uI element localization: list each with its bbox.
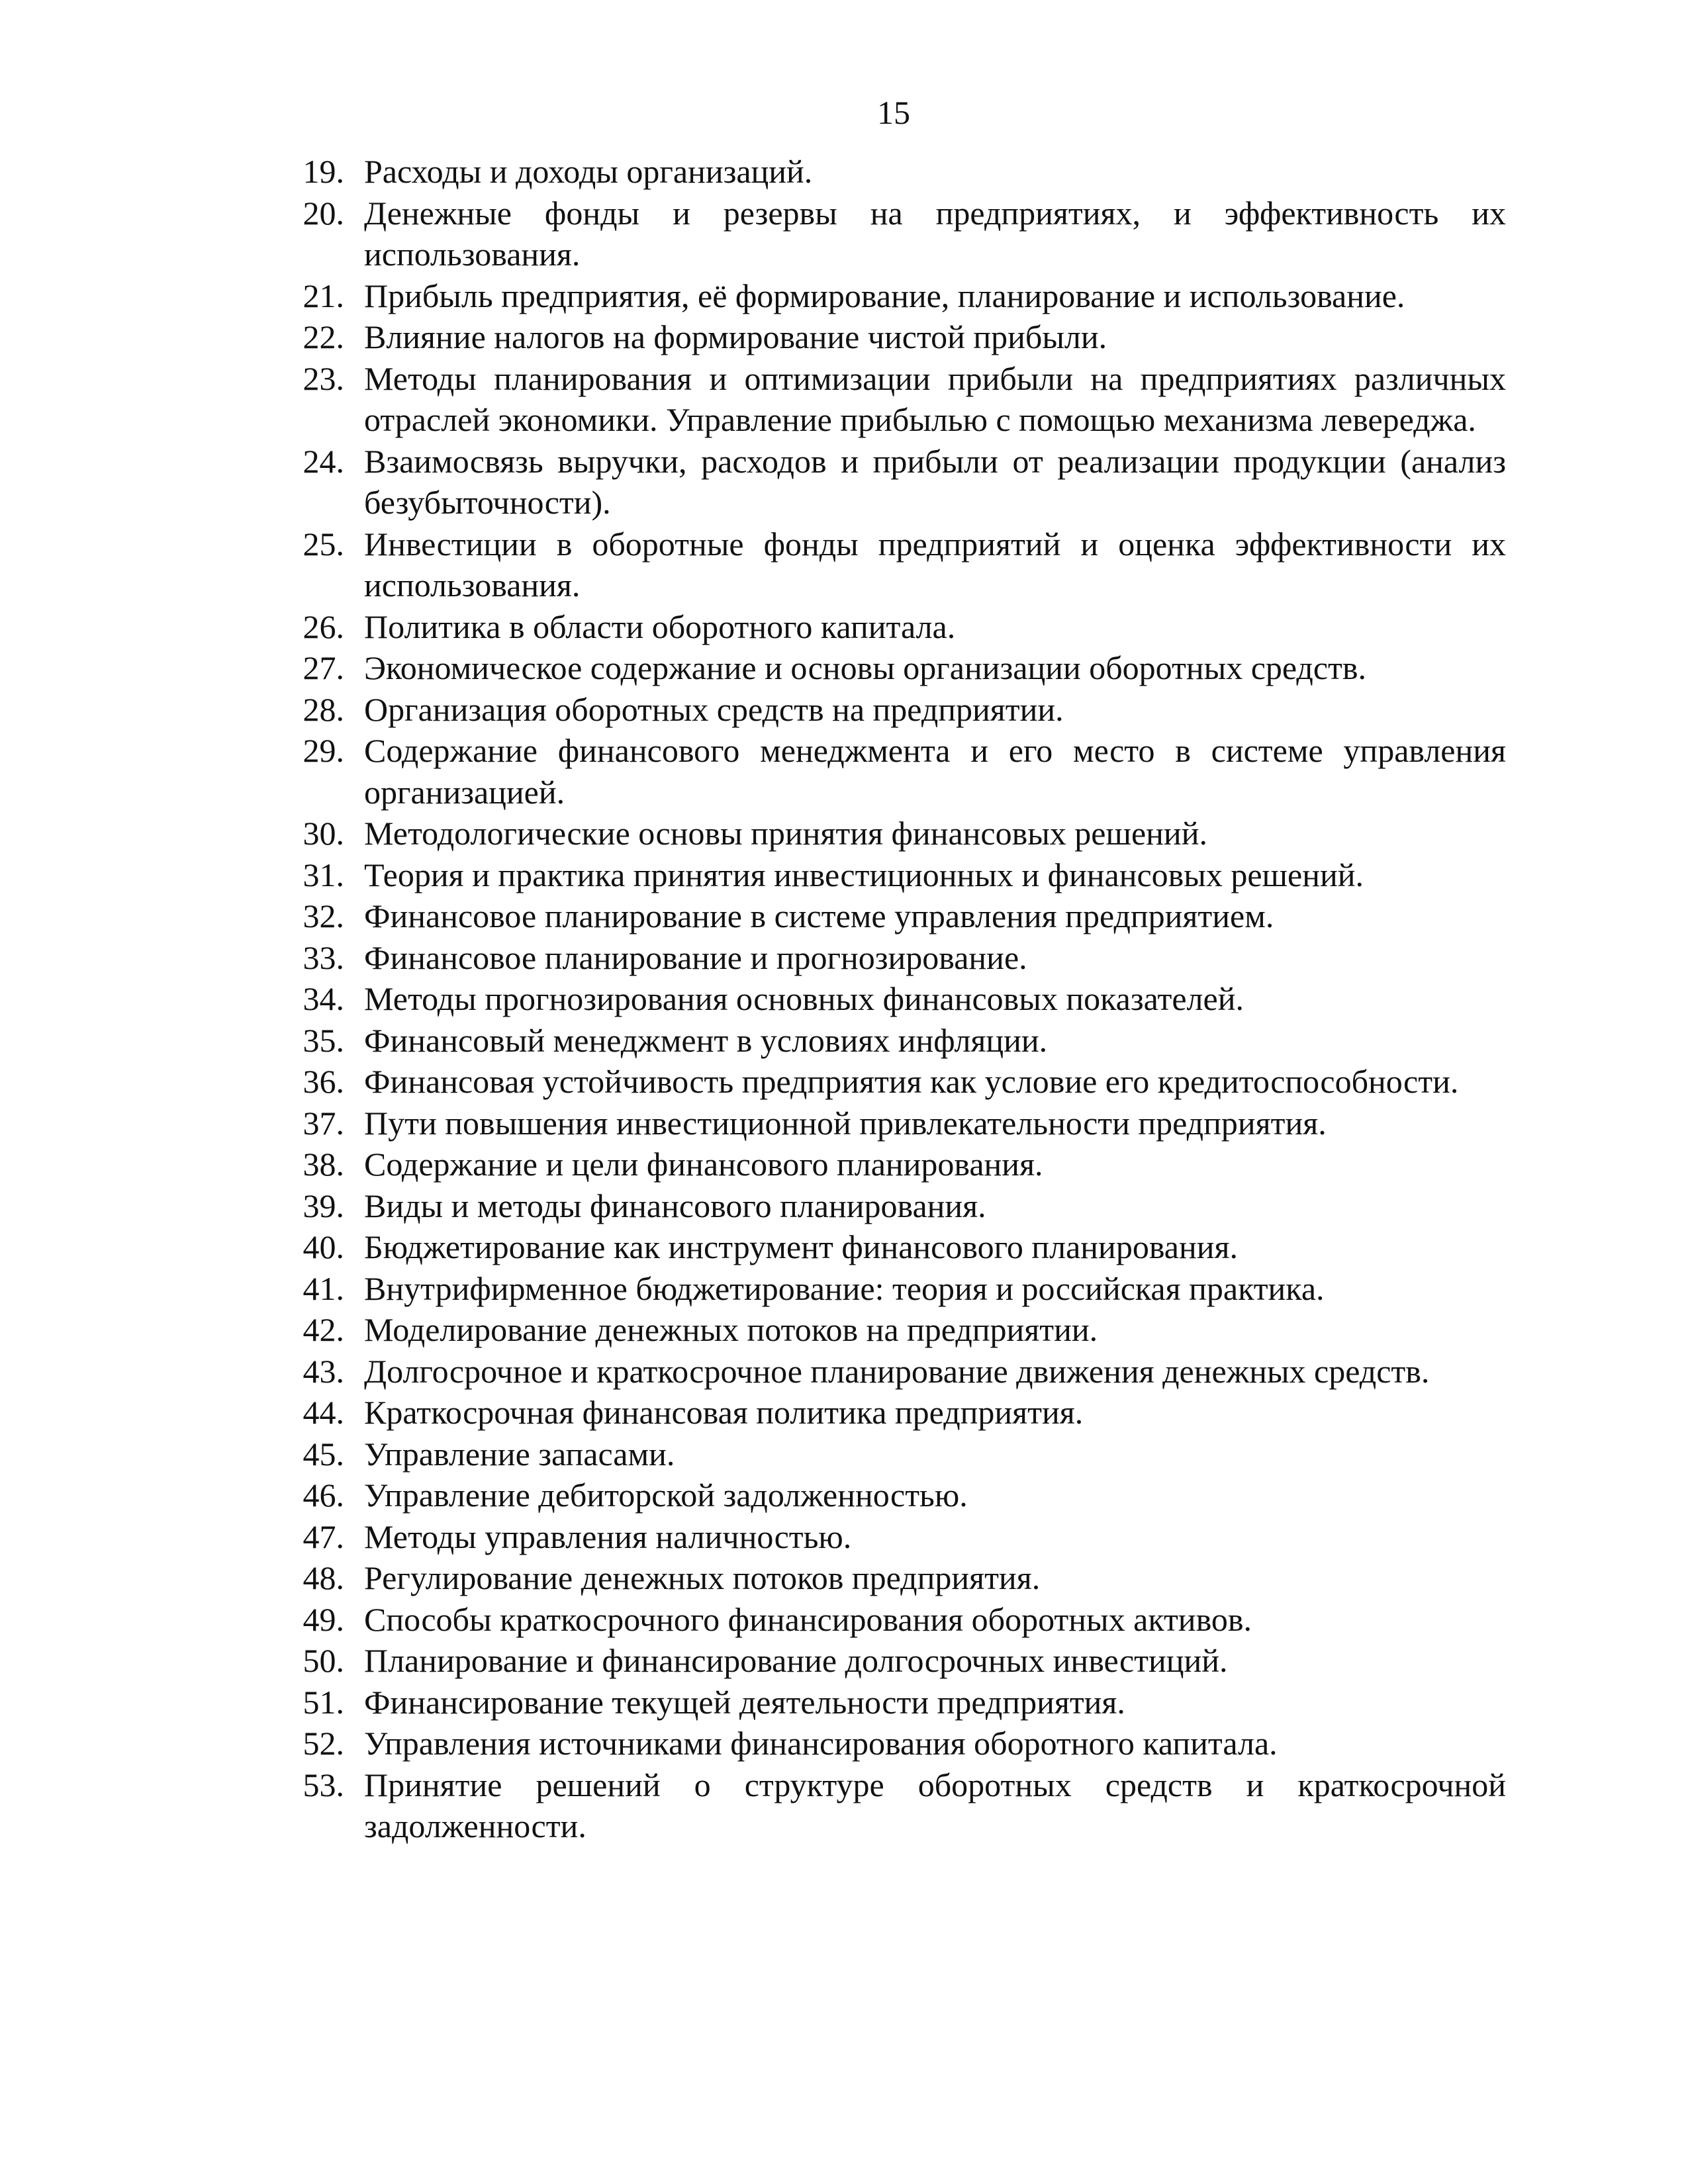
list-item-text: Долгосрочное и краткосрочное планирование движения денежных средств. — [364, 1352, 1430, 1390]
list-item-text: Планирование и финансирование долгосрочных инвестиций. — [364, 1642, 1228, 1679]
list-item — [275, 441, 1506, 523]
list-item-text: Методологические основы принятия финансовых решений. — [364, 815, 1207, 852]
list-item-text: Финансовая устойчивость предприятия как условие его кредитоспособности. — [364, 1063, 1459, 1100]
list-item — [275, 1640, 1506, 1682]
list-item-text: Управления источниками финансирования оборотного капитала. — [364, 1725, 1278, 1762]
list-item — [275, 1392, 1506, 1433]
list-item — [275, 316, 1506, 358]
list-item-number: 36. — [303, 1063, 344, 1100]
list-item — [275, 1268, 1506, 1310]
list-item-text: Содержание финансового менеджмента и его место в системе управления организацией. — [364, 732, 1506, 811]
list-item-number: 28. — [303, 690, 344, 728]
page-number: 15 — [877, 94, 910, 131]
list-item-number: 19. — [303, 153, 344, 190]
list-item-text: Финансовый менеджмент в условиях инфляции. — [364, 1021, 1048, 1059]
list-item-number: 20. — [303, 194, 344, 232]
list-item — [275, 151, 1506, 193]
list-item-number: 34. — [303, 980, 344, 1017]
list-item-number: 37. — [303, 1104, 344, 1142]
list-item — [275, 730, 1506, 813]
list-item — [275, 1475, 1506, 1516]
list-item — [275, 1144, 1506, 1185]
list-item — [275, 1185, 1506, 1227]
list-item-text: Регулирование денежных потоков предприятия. — [364, 1559, 1041, 1596]
list-item-text: Моделирование денежных потоков на предприятии. — [364, 1311, 1098, 1348]
list-item-text: Внутрифирменное бюджетирование: теория и российская практика. — [364, 1269, 1325, 1307]
list-item-number: 48. — [303, 1559, 344, 1596]
list-item-text: Экономическое содержание и основы организации оборотных средств. — [364, 649, 1367, 686]
topic-list — [275, 151, 1506, 1847]
list-item — [275, 1557, 1506, 1599]
list-item-number: 44. — [303, 1394, 344, 1431]
list-item-text: Методы прогнозирования основных финансовых показателей. — [364, 980, 1244, 1017]
list-item — [275, 647, 1506, 689]
list-item-number: 41. — [303, 1269, 344, 1307]
list-item — [275, 813, 1506, 854]
list-item — [275, 854, 1506, 896]
list-item — [275, 1723, 1506, 1764]
list-item — [275, 523, 1506, 606]
list-item-text: Денежные фонды и резервы на предприятиях, и эффективность их использования. — [364, 194, 1506, 273]
list-item — [275, 358, 1506, 441]
list-item-number: 25. — [303, 525, 344, 563]
list-item-text: Теория и практика принятия инвестиционных и финансовых решений. — [364, 856, 1364, 893]
list-item-number: 26. — [303, 608, 344, 645]
list-item-text: Краткосрочная финансовая политика предприятия. — [364, 1394, 1084, 1431]
list-item-text: Пути повышения инвестиционной привлекательности предприятия. — [364, 1104, 1327, 1142]
list-item-text: Способы краткосрочного финансирования оборотных активов. — [364, 1600, 1252, 1638]
list-item-number: 33. — [303, 938, 344, 976]
list-item-text: Методы планирования и оптимизации прибыли на предприятиях различных отраслей экономики. Управление прибылью с помощью механизма левереджа. — [364, 359, 1506, 438]
list-item — [275, 1764, 1506, 1847]
list-item — [275, 1516, 1506, 1558]
list-item — [275, 275, 1506, 317]
list-item — [275, 1599, 1506, 1641]
list-item-text: Содержание и цели финансового планирования. — [364, 1146, 1043, 1183]
list-item-number: 51. — [303, 1683, 344, 1721]
list-item-number: 49. — [303, 1600, 344, 1638]
list-item-number: 42. — [303, 1311, 344, 1348]
list-item-text: Организация оборотных средств на предприятии. — [364, 690, 1064, 728]
list-item-text: Взаимосвязь выручки, расходов и прибыли от реализации продукции (анализ безубыточности). — [364, 442, 1506, 521]
list-item-text: Управление дебиторской задолженностью. — [364, 1477, 968, 1514]
list-item-number: 22. — [303, 318, 344, 355]
list-item-text: Расходы и доходы организаций. — [364, 153, 813, 190]
list-item-number: 53. — [303, 1766, 344, 1803]
list-item-text: Финансовое планирование и прогнозирование. — [364, 938, 1027, 976]
list-item-number: 27. — [303, 649, 344, 686]
list-item-number: 43. — [303, 1352, 344, 1390]
list-item-text: Финансовое планирование в системе управления предприятием. — [364, 897, 1274, 934]
list-item — [275, 937, 1506, 979]
list-item-number: 40. — [303, 1228, 344, 1265]
list-item-text: Влияние налогов на формирование чистой прибыли. — [364, 318, 1107, 355]
list-item-text: Принятие решений о структуре оборотных средств и краткосрочной задолженности. — [364, 1766, 1506, 1844]
list-item — [275, 1309, 1506, 1351]
list-item-number: 21. — [303, 277, 344, 314]
list-item — [275, 606, 1506, 648]
list-item — [275, 1682, 1506, 1723]
list-item — [275, 1061, 1506, 1103]
list-item — [275, 1020, 1506, 1062]
list-item-number: 50. — [303, 1642, 344, 1679]
list-item-text: Управление запасами. — [364, 1435, 675, 1473]
list-item-text: Прибыль предприятия, её формирование, планирование и использование. — [364, 277, 1405, 314]
list-item-number: 31. — [303, 856, 344, 893]
list-item-text: Бюджетирование как инструмент финансового планирования. — [364, 1228, 1238, 1265]
list-item — [275, 978, 1506, 1020]
list-item-number: 32. — [303, 897, 344, 934]
list-item-number: 47. — [303, 1518, 344, 1555]
list-item — [275, 193, 1506, 275]
list-item — [275, 1103, 1506, 1144]
list-item-text: Инвестиции в оборотные фонды предприятий и оценка эффективности их использования. — [364, 525, 1506, 604]
list-item-number: 29. — [303, 732, 344, 769]
list-item-number: 24. — [303, 442, 344, 480]
list-item — [275, 1433, 1506, 1475]
list-item-number: 30. — [303, 815, 344, 852]
list-item — [275, 1351, 1506, 1392]
list-item-text: Финансирование текущей деятельности предприятия. — [364, 1683, 1125, 1721]
list-item-number: 35. — [303, 1021, 344, 1059]
list-item-number: 52. — [303, 1725, 344, 1762]
list-item-number: 39. — [303, 1187, 344, 1224]
list-item-number: 23. — [303, 359, 344, 397]
list-item-text: Политика в области оборотного капитала. — [364, 608, 956, 645]
list-item-number: 46. — [303, 1477, 344, 1514]
list-item-text: Виды и методы финансового планирования. — [364, 1187, 986, 1224]
list-item-number: 38. — [303, 1146, 344, 1183]
list-item — [275, 689, 1506, 731]
list-item — [275, 1226, 1506, 1268]
list-item-text: Методы управления наличностью. — [364, 1518, 852, 1555]
list-item — [275, 895, 1506, 937]
list-item-number: 45. — [303, 1435, 344, 1473]
